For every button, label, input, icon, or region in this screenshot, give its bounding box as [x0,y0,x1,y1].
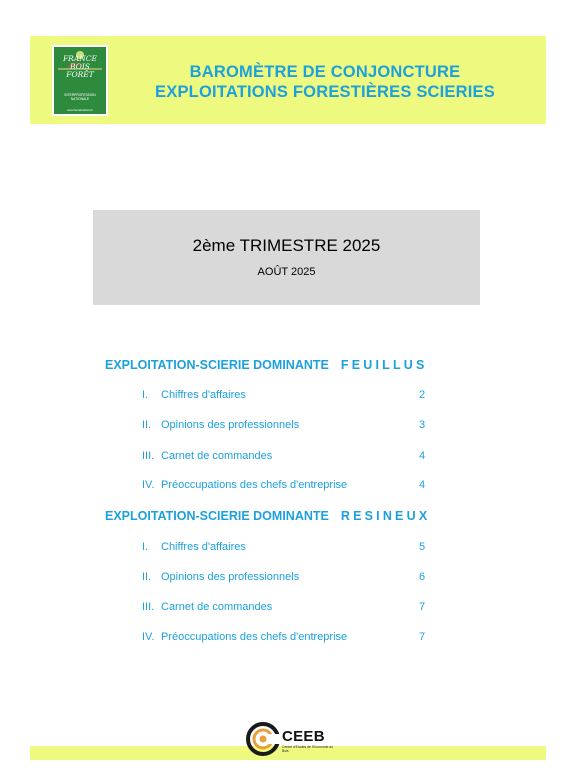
ceeb-emblem-icon [246,722,282,756]
toc-number: II. [142,419,152,431]
logo-tagline1: INTERPROFESSION [64,93,96,97]
toc-page-number: 2 [419,389,426,401]
section-heading-text: EXPLOITATION-SCIERIE DOMINANTE [105,509,329,523]
toc-row[interactable] [142,631,442,647]
toc-row[interactable] [142,479,442,495]
logo-line2: BOIS [70,62,90,71]
toc-page-number: 7 [419,631,426,643]
section-heading-text: EXPLOITATION-SCIERIE DOMINANTE [105,358,329,372]
logo-green-panel [54,47,106,114]
period-box [93,210,480,305]
ceeb-logo [246,722,336,756]
toc-label: Préoccupations des chefs d'entreprise [161,631,348,643]
toc-row[interactable] [142,601,442,617]
toc-row[interactable] [142,389,442,405]
toc-label: Carnet de commandes [161,450,273,462]
section-heading-category: FEUILLUS [340,358,428,372]
toc-label: Préoccupations des chefs d'entreprise [161,479,348,491]
toc-row[interactable] [142,541,442,557]
toc-number: II. [142,571,152,583]
period-title: 2ème TRIMESTRE 2025 [192,236,381,255]
toc-number: III. [142,601,155,613]
section-heading-category: RESINEUX [340,509,431,523]
france-bois-foret-logo [52,45,108,116]
toc-page-number: 4 [419,479,426,491]
toc-page-number: 3 [419,419,426,431]
ceeb-wordmark: CEEB [282,728,325,745]
toc-label: Opinions des professionnels [161,571,300,583]
toc-number: I. [142,389,149,401]
toc-page-number: 7 [419,601,426,613]
ceeb-subtitle: Centre d'Etudes de l'Economie du Bois [282,745,334,753]
logo-tagline [57,93,103,101]
toc-number: III. [142,450,155,462]
logo-tagline2: NATIONALE [70,97,90,101]
toc-row[interactable] [142,571,442,587]
toc-number: IV. [142,479,155,491]
logo-url: www.franceboisforet.fr [67,109,93,112]
report-title-line2: EXPLOITATIONS FORESTIÈRES SCIERIES [155,83,495,101]
toc-row[interactable] [142,450,442,466]
report-title [138,62,512,102]
logo-line1: FRANCE [62,54,98,63]
toc-number: I. [142,541,149,553]
toc-page-number: 6 [419,571,426,583]
toc-page-number: 4 [419,450,426,462]
section-heading-feuillus [105,358,428,372]
report-title-line1: BAROMÈTRE DE CONJONCTURE [189,63,461,81]
toc-label: Chiffres d'affaires [161,389,246,401]
section-heading-resineux [105,509,430,523]
toc-page-number: 5 [419,541,426,553]
header-band [30,36,546,124]
logo-wordmark [60,55,100,79]
toc-label: Opinions des professionnels [161,419,300,431]
toc-row[interactable] [142,419,442,435]
toc-number: IV. [142,631,155,643]
toc-label: Chiffres d'affaires [161,541,246,553]
logo-line3: FORÊT [66,70,94,79]
toc-label: Carnet de commandes [161,601,273,613]
period-date: AOÛT 2025 [257,266,316,278]
